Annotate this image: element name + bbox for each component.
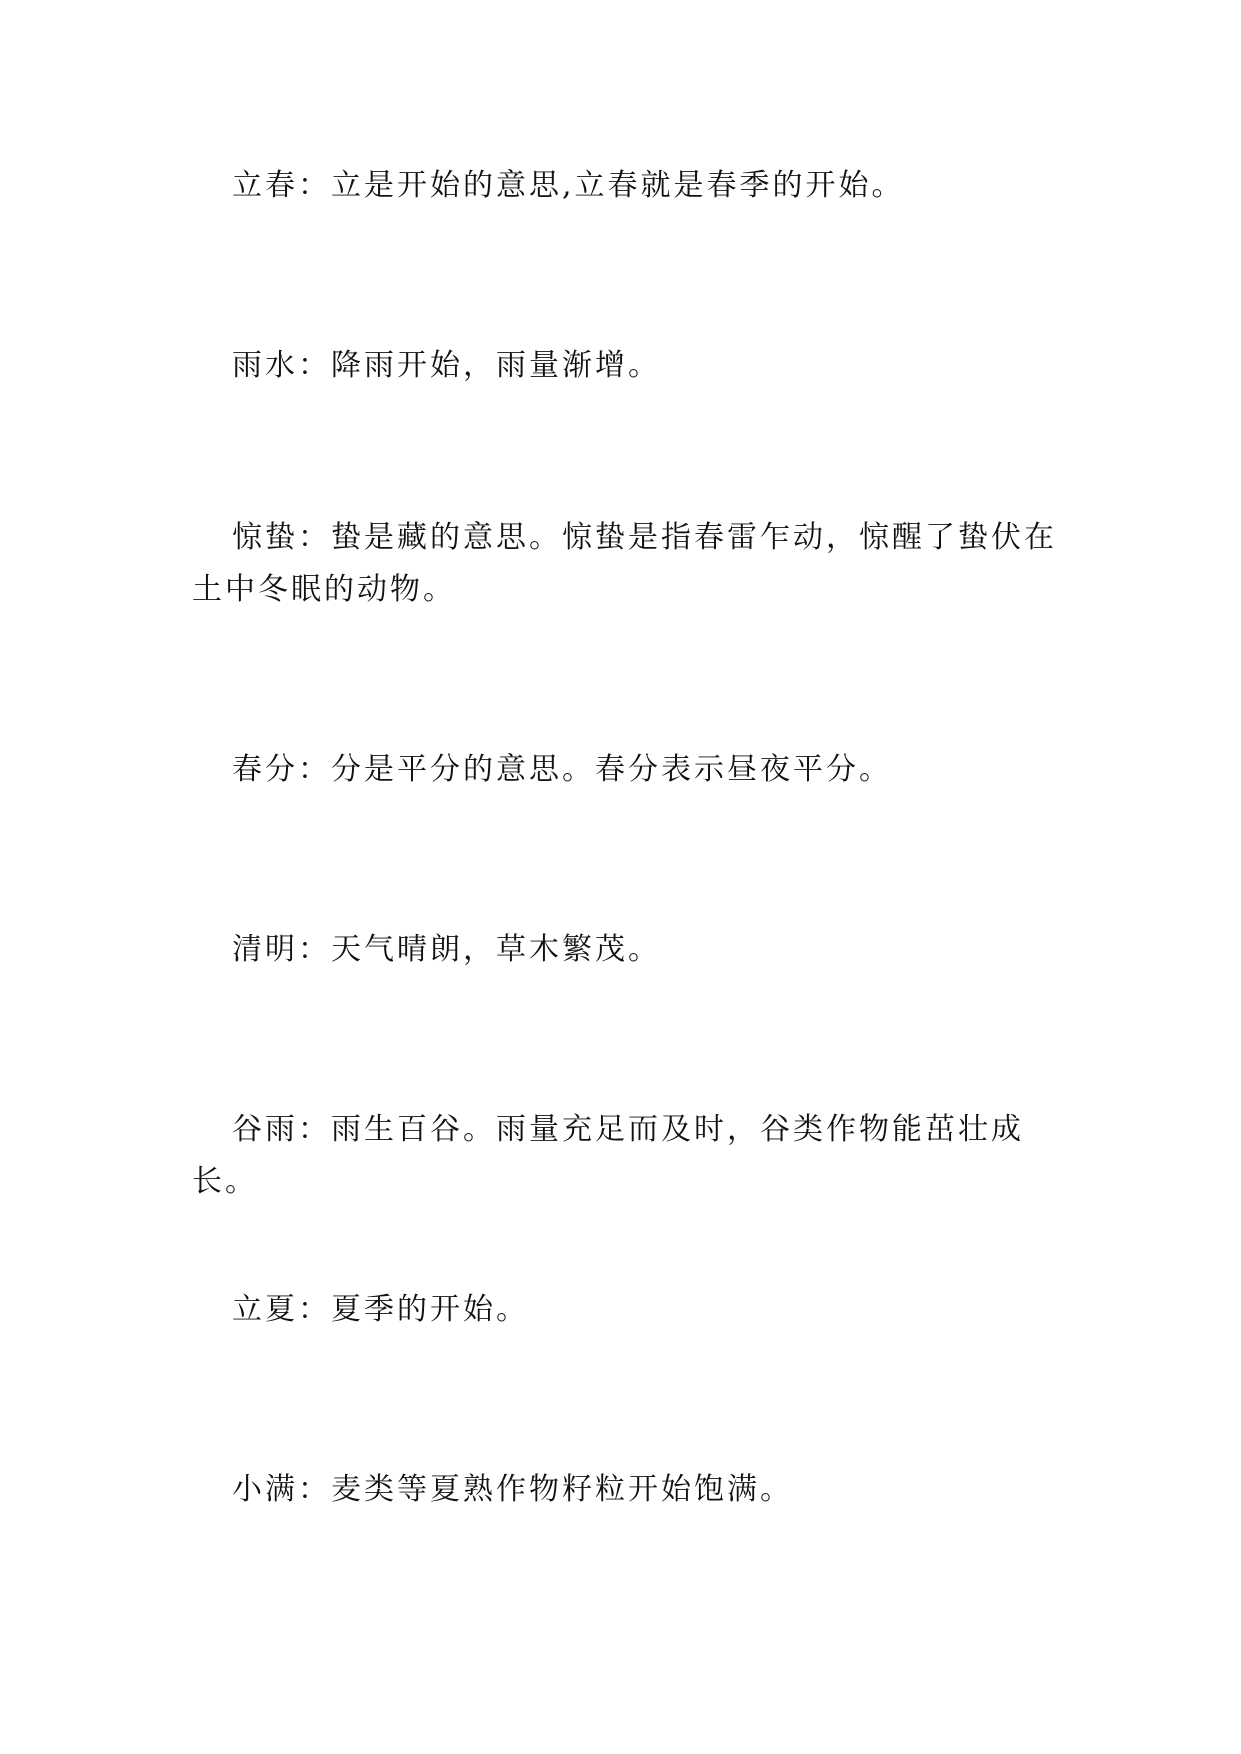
paragraph-lixia: 立夏：夏季的开始。 <box>232 1292 529 1327</box>
paragraph-chunfen: 春分：分是平分的意思。春分表示昼夜平分。 <box>232 752 892 787</box>
paragraph-yushui: 雨水：降雨开始，雨量渐增。 <box>232 348 661 383</box>
paragraph-xiaoman: 小满：麦类等夏熟作物籽粒开始饱满。 <box>232 1472 793 1507</box>
paragraph-guyu: 谷雨：雨生百谷。雨量充足而及时，谷类作物能茁壮成长。 <box>192 1112 1024 1199</box>
paragraph-qingming: 清明：天气晴朗，草木繁茂。 <box>232 932 661 967</box>
paragraph-lichun: 立春：立是开始的意思,立春就是春季的开始。 <box>232 168 905 203</box>
paragraph-jingzhe: 惊蛰：蛰是藏的意思。惊蛰是指春雷乍动，惊醒了蛰伏在土中冬眠的动物。 <box>192 520 1057 607</box>
